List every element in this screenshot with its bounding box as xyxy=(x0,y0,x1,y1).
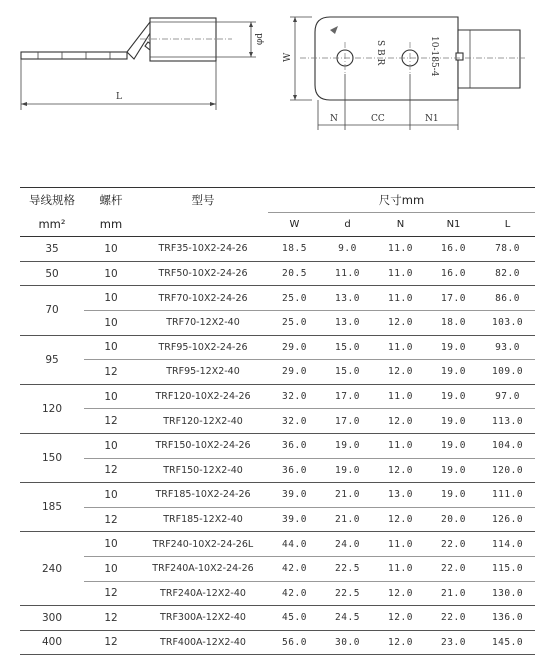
dim-label-n1: N1 xyxy=(425,114,439,124)
header-bolt: 螺杆 xyxy=(99,193,123,208)
cell-d: 22.5 xyxy=(335,563,360,575)
cell-w: 25.0 xyxy=(282,292,307,304)
table-row xyxy=(20,286,535,311)
cell-n1: 16.0 xyxy=(441,268,466,280)
cell-n1: 19.0 xyxy=(441,440,466,452)
cell-w: 42.0 xyxy=(282,587,307,599)
cell-bolt: 12 xyxy=(104,464,118,477)
cell-n: 11.0 xyxy=(388,440,413,452)
cell-w: 29.0 xyxy=(282,341,307,353)
cell-d: 15.0 xyxy=(335,341,360,353)
cell-section: 240 xyxy=(20,532,84,606)
cell-l: 113.0 xyxy=(491,415,524,427)
cell-section: 120 xyxy=(20,384,84,433)
cell-d: 15.0 xyxy=(335,366,360,378)
cell-section: 150 xyxy=(20,433,84,482)
header-cable-spec: 导线规格 xyxy=(29,193,75,208)
header-bolt-unit: mm xyxy=(99,217,123,232)
cell-w: 32.0 xyxy=(282,391,307,403)
cell-l: 145.0 xyxy=(491,636,524,648)
table-row xyxy=(20,483,535,508)
cell-w: 36.0 xyxy=(282,464,307,476)
cell-model: TRF70-10X2-24-26 xyxy=(158,292,248,304)
cell-bolt: 10 xyxy=(104,341,118,354)
cell-bolt: 10 xyxy=(104,267,118,280)
dim-label-w: W xyxy=(283,52,293,62)
dim-label-d: φd xyxy=(255,32,265,45)
table-row xyxy=(20,630,535,655)
cell-n1: 22.0 xyxy=(441,563,466,575)
cell-n: 12.0 xyxy=(388,464,413,476)
cell-bolt: 10 xyxy=(104,562,118,575)
side-view xyxy=(21,18,265,110)
technical-drawing xyxy=(0,0,553,150)
cell-n: 12.0 xyxy=(388,636,413,648)
cell-bolt: 10 xyxy=(104,242,118,255)
header-n1: N1 xyxy=(446,218,461,230)
cell-l: 82.0 xyxy=(495,268,520,280)
cell-model: TRF95-10X2-24-26 xyxy=(158,341,248,353)
table-row xyxy=(20,261,535,286)
header-cable-unit: mm² xyxy=(38,217,66,232)
header-l: L xyxy=(504,218,511,230)
stamp-brand: S B R xyxy=(375,40,385,66)
cell-model: TRF150-12X2-40 xyxy=(163,464,243,476)
cell-n: 12.0 xyxy=(388,415,413,427)
cell-section: 95 xyxy=(20,335,84,384)
cell-n1: 19.0 xyxy=(441,391,466,403)
cell-n1: 19.0 xyxy=(441,489,466,501)
cell-w: 25.0 xyxy=(282,317,307,329)
cell-bolt: 12 xyxy=(104,513,118,526)
cell-model: TRF95-12X2-40 xyxy=(166,366,240,378)
cell-bolt: 10 xyxy=(104,439,118,452)
cell-n: 11.0 xyxy=(388,243,413,255)
cell-w: 39.0 xyxy=(282,489,307,501)
cell-section: 70 xyxy=(20,286,84,335)
cell-d: 17.0 xyxy=(335,415,360,427)
cell-n1: 19.0 xyxy=(441,341,466,353)
cell-w: 20.5 xyxy=(282,268,307,280)
table-row xyxy=(20,335,535,360)
table-row xyxy=(20,433,535,458)
cell-d: 21.0 xyxy=(335,514,360,526)
cell-l: 114.0 xyxy=(491,538,524,550)
cell-n1: 22.0 xyxy=(441,538,466,550)
cell-n: 12.0 xyxy=(388,366,413,378)
cell-model: TRF150-10X2-24-26 xyxy=(155,440,251,452)
header-size: 尺寸mm xyxy=(268,188,535,213)
cell-bolt: 10 xyxy=(104,390,118,403)
cell-l: 103.0 xyxy=(491,317,524,329)
cell-l: 120.0 xyxy=(491,464,524,476)
cell-d: 13.0 xyxy=(335,317,360,329)
cell-n1: 20.0 xyxy=(441,514,466,526)
cell-d: 24.0 xyxy=(335,538,360,550)
dim-label-l: L xyxy=(116,92,122,102)
cell-bolt: 12 xyxy=(104,636,118,649)
table-row xyxy=(20,532,535,557)
cell-n: 12.0 xyxy=(388,587,413,599)
cell-d: 21.0 xyxy=(335,489,360,501)
cell-n1: 23.0 xyxy=(441,636,466,648)
cell-n1: 19.0 xyxy=(441,415,466,427)
cell-l: 78.0 xyxy=(495,243,520,255)
cell-bolt: 10 xyxy=(104,316,118,329)
cell-n: 13.0 xyxy=(388,489,413,501)
cell-n: 11.0 xyxy=(388,292,413,304)
cell-w: 29.0 xyxy=(282,366,307,378)
cell-n: 11.0 xyxy=(388,391,413,403)
cell-d: 13.0 xyxy=(335,292,360,304)
cell-n: 11.0 xyxy=(388,563,413,575)
cell-d: 19.0 xyxy=(335,464,360,476)
cell-model: TRF185-10X2-24-26 xyxy=(155,489,251,501)
cell-l: 136.0 xyxy=(491,612,524,624)
cell-l: 115.0 xyxy=(491,563,524,575)
cell-d: 30.0 xyxy=(335,636,360,648)
cell-n1: 19.0 xyxy=(441,464,466,476)
cell-model: TRF300A-12X2-40 xyxy=(160,612,246,624)
cell-section: 35 xyxy=(20,237,84,262)
cell-section: 400 xyxy=(20,630,84,655)
cell-w: 39.0 xyxy=(282,514,307,526)
cell-l: 104.0 xyxy=(491,440,524,452)
cell-d: 24.5 xyxy=(335,612,360,624)
cell-n1: 18.0 xyxy=(441,317,466,329)
cell-n: 11.0 xyxy=(388,268,413,280)
header-w: W xyxy=(289,218,300,230)
table-row xyxy=(20,310,535,335)
cell-n: 12.0 xyxy=(388,612,413,624)
cell-bolt: 12 xyxy=(104,587,118,600)
cell-section: 185 xyxy=(20,483,84,532)
cell-l: 111.0 xyxy=(491,489,524,501)
cell-model: TRF50-10X2-24-26 xyxy=(158,268,248,280)
cell-w: 18.5 xyxy=(282,243,307,255)
cell-n1: 19.0 xyxy=(441,366,466,378)
cell-section: 300 xyxy=(20,606,84,631)
cell-d: 11.0 xyxy=(335,268,360,280)
cell-w: 44.0 xyxy=(282,538,307,550)
cell-bolt: 10 xyxy=(104,538,118,551)
table-row xyxy=(20,556,535,581)
cell-n1: 21.0 xyxy=(441,587,466,599)
cell-l: 130.0 xyxy=(491,587,524,599)
cell-bolt: 12 xyxy=(104,415,118,428)
cell-w: 36.0 xyxy=(282,440,307,452)
cell-model: TRF120-10X2-24-26 xyxy=(155,391,251,403)
cell-l: 109.0 xyxy=(491,366,524,378)
cell-d: 17.0 xyxy=(335,391,360,403)
cell-bolt: 10 xyxy=(104,488,118,501)
cell-w: 32.0 xyxy=(282,415,307,427)
dim-label-n: N xyxy=(330,114,338,124)
table-row xyxy=(20,360,535,385)
dim-label-cc: CC xyxy=(371,114,385,124)
table-row xyxy=(20,237,535,262)
header-d: d xyxy=(344,218,351,230)
front-view xyxy=(283,17,525,130)
table-row xyxy=(20,507,535,532)
table-row xyxy=(20,581,535,606)
cell-l: 93.0 xyxy=(495,341,520,353)
table-row xyxy=(20,384,535,409)
cell-d: 22.5 xyxy=(335,587,360,599)
cell-w: 56.0 xyxy=(282,636,307,648)
cell-w: 45.0 xyxy=(282,612,307,624)
cell-bolt: 10 xyxy=(104,292,118,305)
cell-n: 11.0 xyxy=(388,341,413,353)
cell-n: 12.0 xyxy=(388,317,413,329)
cell-model: TRF35-10X2-24-26 xyxy=(158,243,248,255)
cell-model: TRF240A-10X2-24-26 xyxy=(152,563,254,575)
cell-d: 9.0 xyxy=(338,243,357,255)
spec-table xyxy=(20,187,535,655)
table-row xyxy=(20,458,535,483)
table-row xyxy=(20,409,535,434)
cell-n1: 22.0 xyxy=(441,612,466,624)
stamp-model: 10-185-4 xyxy=(429,36,439,77)
table-row xyxy=(20,606,535,631)
cell-n1: 16.0 xyxy=(441,243,466,255)
cell-n1: 17.0 xyxy=(441,292,466,304)
cell-d: 19.0 xyxy=(335,440,360,452)
cell-l: 86.0 xyxy=(495,292,520,304)
cell-model: TRF185-12X2-40 xyxy=(163,514,243,526)
cell-model: TRF120-12X2-40 xyxy=(163,415,243,427)
cell-n: 11.0 xyxy=(388,538,413,550)
cell-l: 97.0 xyxy=(495,391,520,403)
cell-model: TRF400A-12X2-40 xyxy=(160,636,246,648)
cell-model: TRF70-12X2-40 xyxy=(166,317,240,329)
cell-bolt: 12 xyxy=(104,611,118,624)
cell-model: TRF240A-12X2-40 xyxy=(160,587,246,599)
cell-n: 12.0 xyxy=(388,514,413,526)
cell-l: 126.0 xyxy=(491,514,524,526)
header-model: 型号 xyxy=(191,193,215,208)
cell-section: 50 xyxy=(20,261,84,286)
header-n: N xyxy=(396,218,405,230)
spec-table-body xyxy=(20,237,535,655)
cell-w: 42.0 xyxy=(282,563,307,575)
cell-model: TRF240-10X2-24-26L xyxy=(152,538,254,550)
cell-bolt: 12 xyxy=(104,365,118,378)
